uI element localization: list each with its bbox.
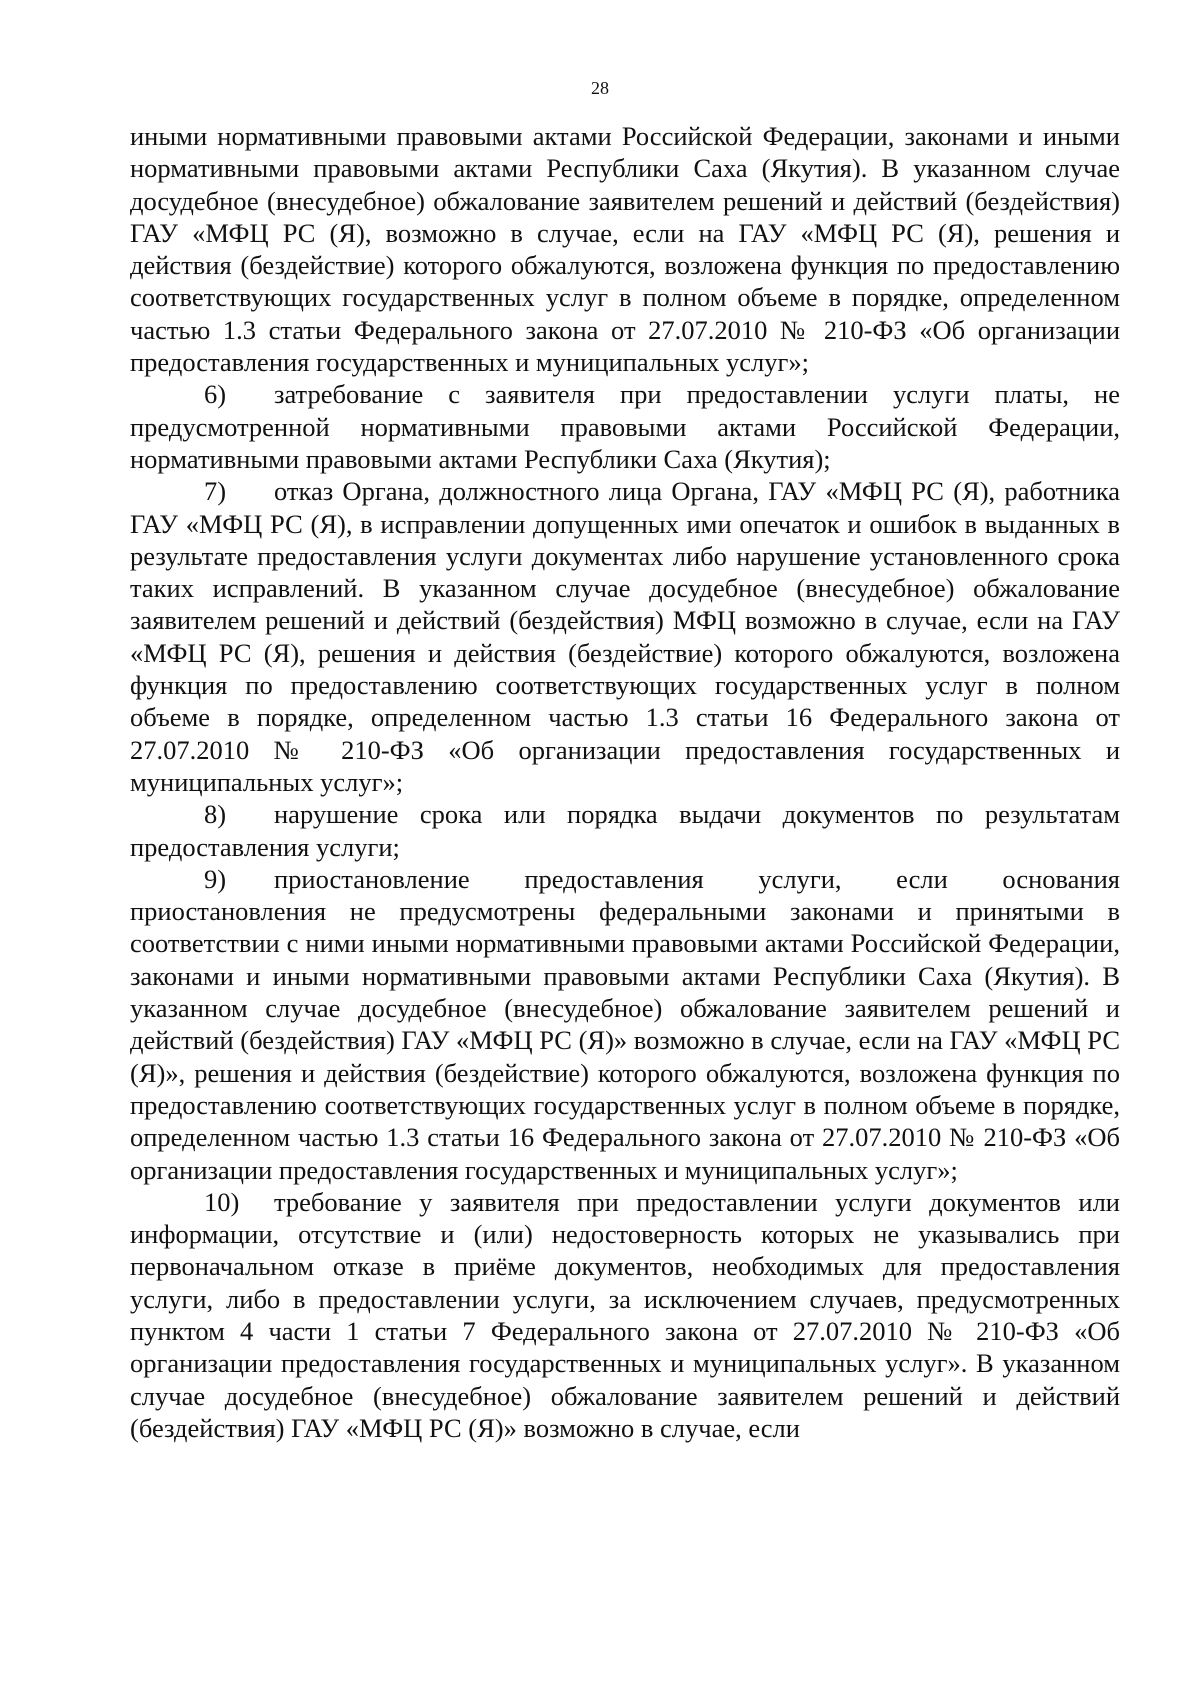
list-item-number: 9): [204, 863, 227, 894]
paragraph-continuation: [130, 120, 1120, 378]
list-item-6: [130, 378, 1120, 475]
document-body: [130, 120, 1120, 1444]
list-item-text: требование у заявителя при предоставлении услуги документов или информации, отсутствие и (или) недостоверность которых не указывались при первоначальном отказе в приёме документов, необходимых для предоставления услуги, либо в предоставлении услуги, за исключением случаев, предусмотренных пунктом 4 части 1 статьи 7 Федерального закона от 27.07.2010 № 210-ФЗ «Об организации предоставления государственных и муниципальных услуг». В указанном случае досудебное (внесудебное) обжалование заявителем решений и действий (бездействия) ГАУ «МФЦ РС (Я)» возможно в случае, если: [130, 1186, 1120, 1443]
list-item-number: 7): [204, 476, 227, 507]
list-item-number: 10): [204, 1186, 240, 1217]
list-item-text: нарушение срока или порядка выдачи документов по результатам предоставления услуги;: [130, 799, 1120, 862]
list-item-text: отказ Органа, должностного лица Органа, ГАУ «МФЦ РС (Я), работника ГАУ «МФЦ РС (Я), в исправлении допущенных ими опечаток и ошибок в выданных в результате предоставления услуги документах либо нарушение установленного срока таких исправлений. В указанном случае досудебное (внесудебное) обжалование заявителем решений и действий (бездействия) МФЦ возможно в случае, если на ГАУ «МФЦ РС (Я), решения и действия (бездействие) которого обжалуются, возложена функция по предоставлению соответствующих государственных услуг в полном объеме в порядке, определенном частью 1.3 статьи 16 Федерального закона от 27.07.2010 № 210-ФЗ «Об организации предоставления государственных и муниципальных услуг»;: [130, 476, 1120, 797]
list-item-number: 6): [204, 379, 227, 410]
paragraph-text: иными нормативными правовыми актами Российской Федерации, законами и иными нормативными правовыми актами Республики Саха (Якутия). В указанном случае досудебное (внесудебное) обжалование заявителем решений и действий (бездействия) ГАУ «МФЦ РС (Я), возможно в случае, если на ГАУ «МФЦ РС (Я), решения и действия (бездействие) которого обжалуются, возложена функция по предоставлению соответствующих государственных услуг в полном объеме в порядке, определенном частью 1.3 статьи Федерального закона от 27.07.2010 № 210-ФЗ «Об организации предоставления государственных и муниципальных услуг»;: [130, 121, 1120, 378]
list-item-text: затребование с заявителя при предоставлении услуги платы, не предусмотренной нормативными правовыми актами Российской Федерации, нормативными правовыми актами Республики Саха (Якутия);: [130, 379, 1120, 474]
list-item-number: 8): [204, 799, 227, 830]
list-item-text: приостановление предоставления услуги, если основания приостановления не предусмотрены федеральными законами и принятыми в соответствии с ними иными нормативными правовыми актами Российской Федерации, законами и иными нормативными правовыми актами Республики Саха (Якутия). В указанном случае досудебное (внесудебное) обжалование заявителем решений и действий (бездействия) ГАУ «МФЦ РС (Я)» возможно в случае, если на ГАУ «МФЦ РС (Я)», решения и действия (бездействие) которого обжалуются, возложена функция по предоставлению соответствующих государственных услуг в полном объеме в порядке, определенном частью 1.3 статьи 16 Федерального закона от 27.07.2010 № 210-ФЗ «Об организации предоставления государственных и муниципальных услуг»;: [130, 863, 1120, 1185]
list-item-7: [130, 475, 1120, 798]
list-item-8: [130, 798, 1120, 863]
list-item-10: [130, 1186, 1120, 1444]
list-item-9: [130, 863, 1120, 1186]
page-number: 28: [591, 78, 609, 98]
